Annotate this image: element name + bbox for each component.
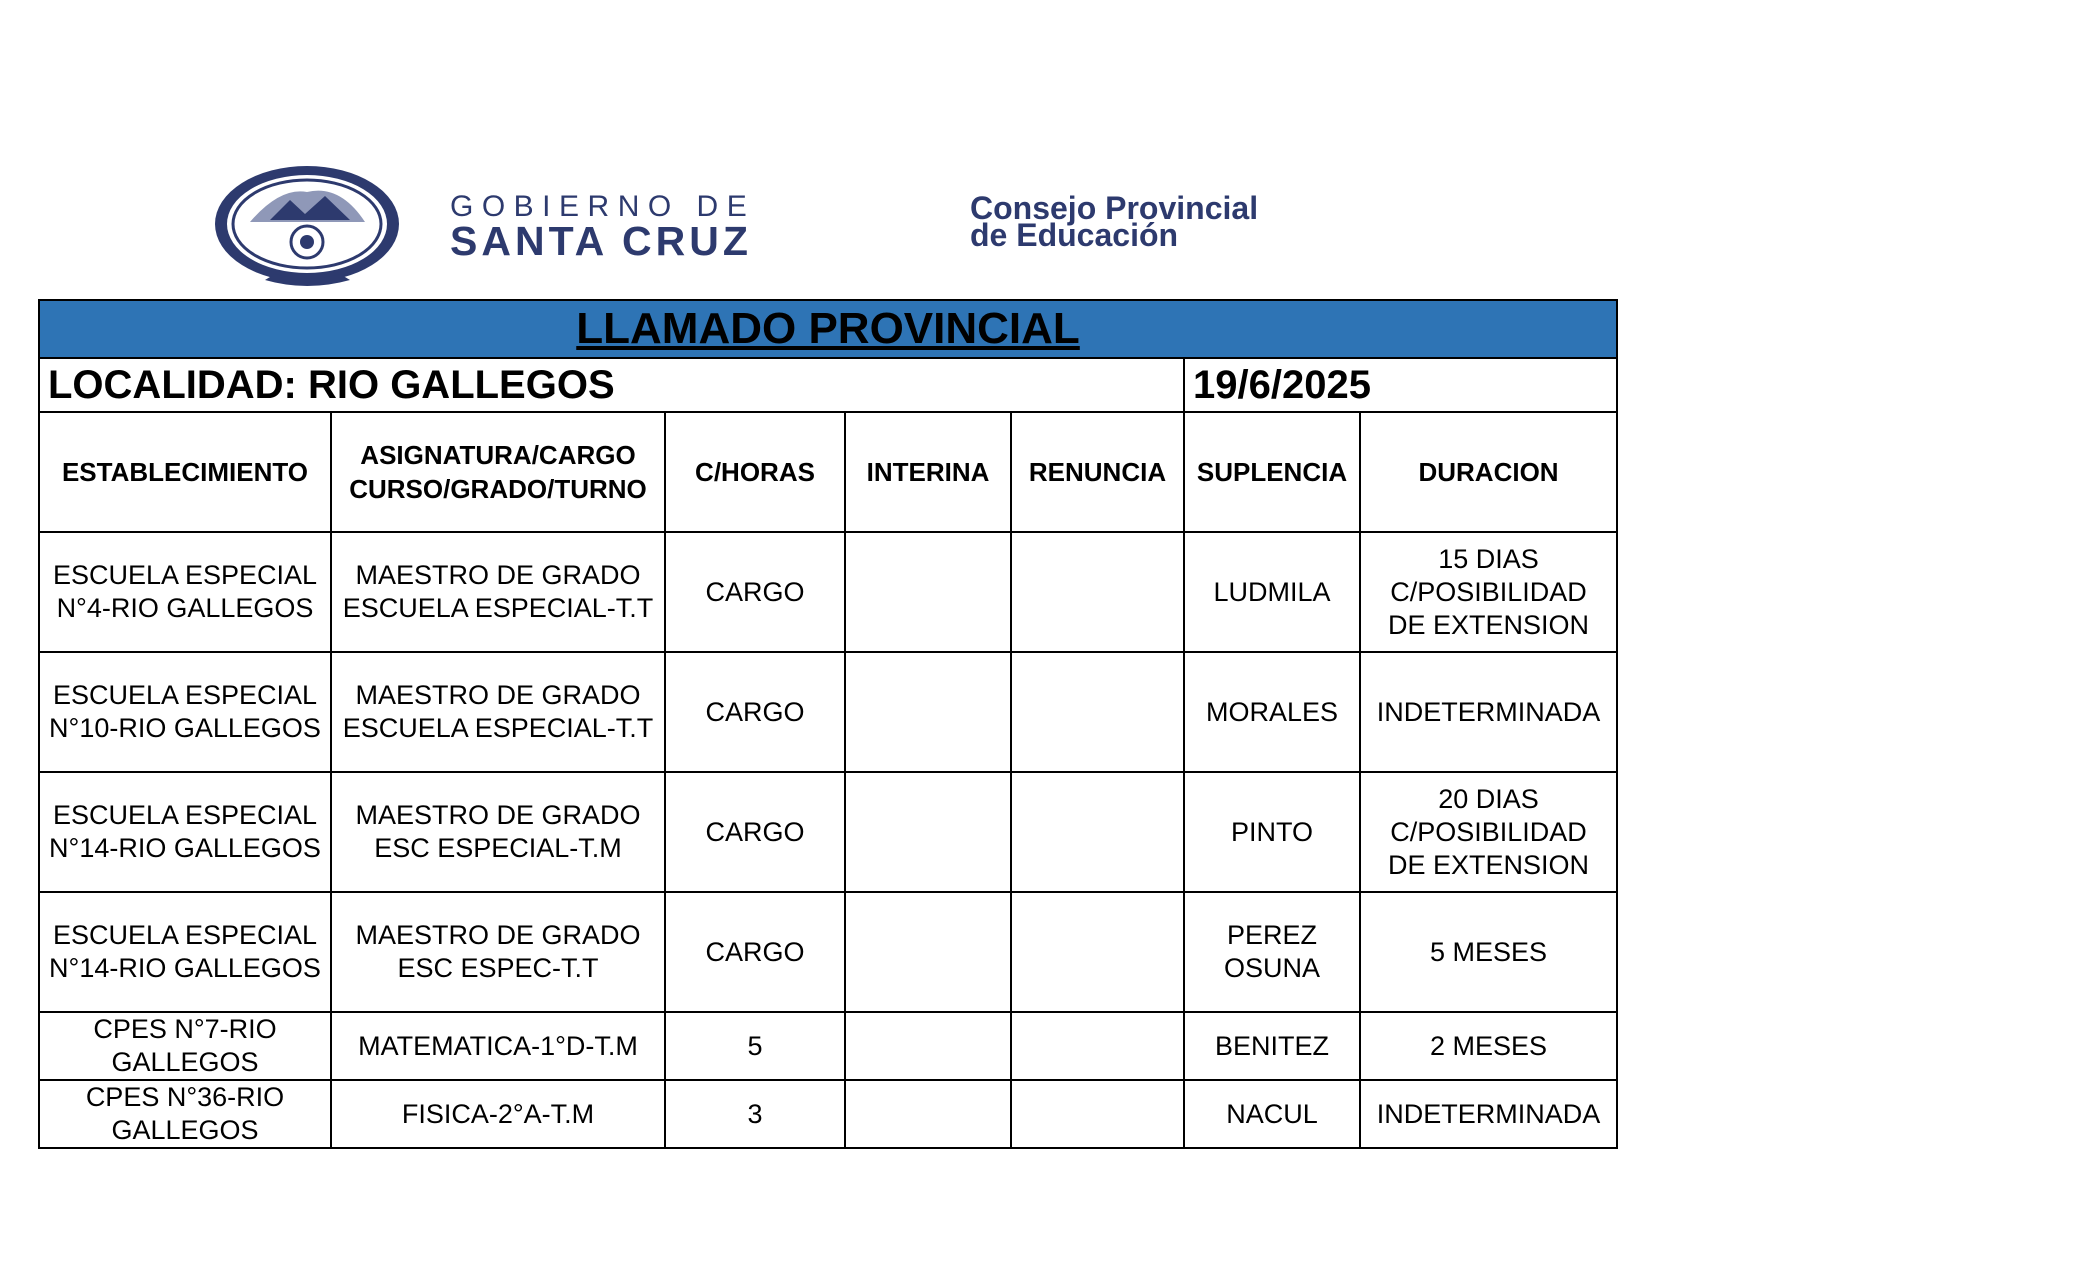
resignation-cell <box>1011 652 1184 772</box>
establishment-cell <box>39 772 331 892</box>
subject-cell <box>331 892 665 1012</box>
substitute-line1: MORALES <box>1205 696 1339 727</box>
council-line1: Consejo Provincial <box>970 190 1259 226</box>
document-date: 19/6/2025 <box>1184 358 1617 412</box>
subject-line1: MATEMATICA-1°D-T.M <box>358 1030 638 1061</box>
establishment-cell <box>39 652 331 772</box>
establishment-line2: N°14-RIO GALLEGOS <box>49 953 321 983</box>
header-duration: DURACION <box>1360 412 1617 532</box>
resignation-cell <box>1011 1012 1184 1080</box>
duration-line2: C/POSIBILIDAD <box>1390 576 1587 607</box>
header-subject-line2: CURSO/GRADO/TURNO <box>349 474 647 504</box>
council-line2: de Educación <box>970 217 1179 253</box>
duration-line1: 15 DIAS <box>1438 543 1539 574</box>
interim-cell <box>845 532 1011 652</box>
duration-line2: C/POSIBILIDAD <box>1390 816 1587 847</box>
subject-cell <box>331 1080 665 1148</box>
duration-line3: DE EXTENSION <box>1388 849 1590 880</box>
substitute-line2: OSUNA <box>1223 953 1321 983</box>
education-council-name <box>970 190 1259 253</box>
duration-line1: INDETERMINADA <box>1376 1098 1601 1129</box>
substitute-line1: BENITEZ <box>1214 1030 1329 1061</box>
establishment-line1: CPES N°36-RIO <box>85 1082 285 1112</box>
table-row <box>39 772 1617 892</box>
substitute-cell <box>1184 652 1360 772</box>
substitute-line1: PINTO <box>1230 816 1313 847</box>
establishment-cell <box>39 532 331 652</box>
subject-line1: MAESTRO DE GRADO <box>355 560 641 590</box>
header-resignation: RENUNCIA <box>1011 412 1184 532</box>
subject-line1: MAESTRO DE GRADO <box>355 800 641 830</box>
establishment-line1: CPES N°7-RIO <box>93 1014 277 1044</box>
resignation-cell <box>1011 892 1184 1012</box>
subject-line2: ESCUELA ESPECIAL-T.T <box>342 593 654 623</box>
establishment-line2: N°14-RIO GALLEGOS <box>49 833 321 863</box>
establishment-line1: ESCUELA ESPECIAL <box>52 920 318 950</box>
government-name-line1: GOBIERNO DE <box>450 190 756 223</box>
hours-cell: CARGO <box>665 532 845 652</box>
header-row <box>39 412 1617 532</box>
duration-cell <box>1360 892 1617 1012</box>
table-row <box>39 532 1617 652</box>
hours-cell: 5 <box>665 1012 845 1080</box>
substitute-cell <box>1184 772 1360 892</box>
hours-cell: CARGO <box>665 772 845 892</box>
hours-cell: 3 <box>665 1080 845 1148</box>
duration-cell <box>1360 772 1617 892</box>
duration-cell <box>1360 532 1617 652</box>
interim-cell <box>845 772 1011 892</box>
duration-cell <box>1360 652 1617 772</box>
substitute-line1: NACUL <box>1226 1098 1318 1129</box>
establishment-line2: GALLEGOS <box>111 1115 259 1145</box>
hours-cell: CARGO <box>665 652 845 772</box>
substitute-cell <box>1184 1080 1360 1148</box>
locality-row <box>39 358 1617 412</box>
subject-line1: MAESTRO DE GRADO <box>355 920 641 950</box>
hours-cell: CARGO <box>665 892 845 1012</box>
establishment-line1: ESCUELA ESPECIAL <box>52 800 318 830</box>
substitute-cell <box>1184 892 1360 1012</box>
duration-cell <box>1360 1080 1617 1148</box>
locality-label: LOCALIDAD: RIO GALLEGOS <box>39 358 1184 412</box>
substitute-cell <box>1184 532 1360 652</box>
interim-cell <box>845 1012 1011 1080</box>
duration-line3: DE EXTENSION <box>1388 609 1590 640</box>
table-row <box>39 1080 1617 1148</box>
table-row <box>39 1012 1617 1080</box>
establishment-cell <box>39 1012 331 1080</box>
resignation-cell <box>1011 772 1184 892</box>
header-establishment: ESTABLECIMIENTO <box>39 412 331 532</box>
interim-cell <box>845 1080 1011 1148</box>
resignation-cell <box>1011 1080 1184 1148</box>
duration-line1: 2 MESES <box>1430 1030 1548 1061</box>
header-interim: INTERINA <box>845 412 1011 532</box>
header-subject <box>331 412 665 532</box>
subject-line1: FISICA-2°A-T.M <box>401 1098 595 1129</box>
document-title: LLAMADO PROVINCIAL <box>39 300 1617 358</box>
subject-line1: MAESTRO DE GRADO <box>355 680 641 710</box>
government-name-line2: SANTA CRUZ <box>450 218 752 264</box>
header-substitute: SUPLENCIA <box>1184 412 1360 532</box>
establishment-line2: N°4-RIO GALLEGOS <box>56 593 314 623</box>
interim-cell <box>845 652 1011 772</box>
letterhead <box>210 160 1410 295</box>
subject-line2: ESC ESPEC-T.T <box>397 953 599 983</box>
resignation-cell <box>1011 532 1184 652</box>
interim-cell <box>845 892 1011 1012</box>
duration-line1: INDETERMINADA <box>1376 696 1601 727</box>
substitute-line1: PEREZ <box>1226 920 1318 950</box>
substitute-cell <box>1184 1012 1360 1080</box>
title-row <box>39 300 1617 358</box>
subject-cell <box>331 532 665 652</box>
table-row <box>39 892 1617 1012</box>
santa-cruz-seal-logo <box>210 162 405 292</box>
establishment-line1: ESCUELA ESPECIAL <box>52 560 318 590</box>
duration-line1: 20 DIAS <box>1438 783 1539 814</box>
establishment-line2: GALLEGOS <box>111 1047 259 1077</box>
subject-cell <box>331 772 665 892</box>
subject-line2: ESC ESPECIAL-T.M <box>374 833 622 863</box>
duration-cell <box>1360 1012 1617 1080</box>
vacancy-table <box>38 299 1618 1149</box>
duration-line1: 5 MESES <box>1430 936 1548 967</box>
establishment-line2: N°10-RIO GALLEGOS <box>49 713 321 743</box>
establishment-line1: ESCUELA ESPECIAL <box>52 680 318 710</box>
establishment-cell <box>39 892 331 1012</box>
substitute-line1: LUDMILA <box>1213 576 1331 607</box>
subject-line2: ESCUELA ESPECIAL-T.T <box>342 713 654 743</box>
establishment-cell <box>39 1080 331 1148</box>
header-subject-line1: ASIGNATURA/CARGO <box>360 440 636 470</box>
subject-cell <box>331 652 665 772</box>
header-hours: C/HORAS <box>665 412 845 532</box>
table-row <box>39 652 1617 772</box>
subject-cell <box>331 1012 665 1080</box>
